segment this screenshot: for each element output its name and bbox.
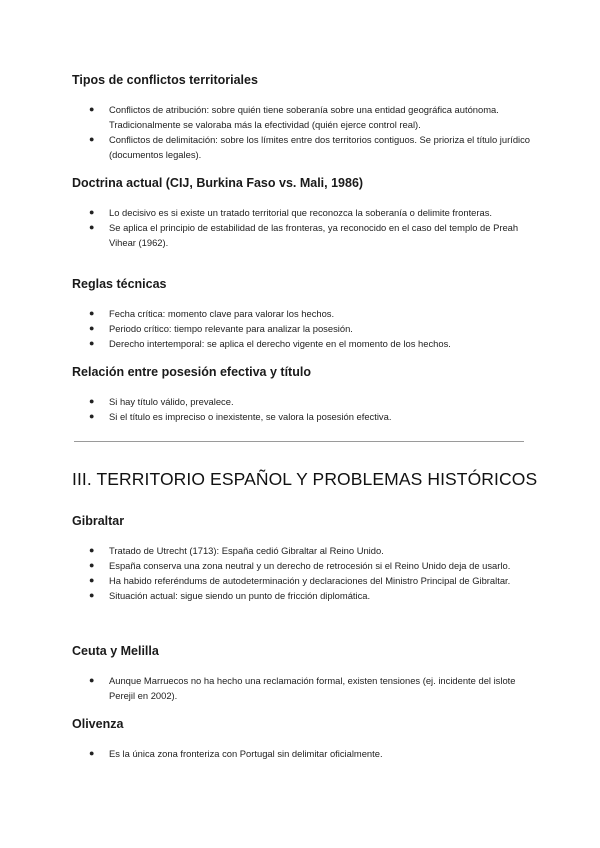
bullet-icon: ● [89, 545, 95, 555]
bullet-icon: ● [89, 207, 95, 217]
section-heading: Gibraltar [72, 514, 125, 528]
bullet-icon: ● [89, 748, 95, 758]
bullet-list [72, 306, 532, 351]
section-relacion-posesion [72, 364, 532, 424]
list-item: ● España conserva una zona neutral y un derecho de retrocesión si el Reino Unido deja de usarlo. [89, 560, 511, 571]
section-heading: Relación entre posesión efectiva y título [72, 365, 311, 379]
bullet-icon: ● [89, 590, 95, 600]
section-doctrina-actual [72, 175, 532, 250]
list-item: ● Ha habido referéndums de autodeterminación y declaraciones del Ministro Principal de Gibraltar. [89, 575, 511, 586]
list-item: ● Aunque Marruecos no ha hecho una reclamación formal, existen tensiones (ej. incidente del islote Perejil en 2002). [89, 675, 516, 701]
section-olivenza [72, 716, 532, 761]
bullet-icon: ● [89, 222, 95, 232]
bullet-list [72, 205, 532, 250]
bullet-list [72, 394, 532, 424]
bullet-icon: ● [89, 134, 95, 144]
section-tipos-conflictos [72, 72, 532, 162]
horizontal-divider [74, 441, 524, 442]
section-heading: Ceuta y Melilla [72, 644, 159, 658]
list-item: ● Periodo crítico: tiempo relevante para analizar la posesión. [89, 323, 353, 334]
list-item: ● Conflictos de delimitación: sobre los límites entre dos territorios contiguos. Se prioriza el título jurídico (documentos legales). [89, 134, 531, 160]
bullet-list [72, 102, 532, 162]
bullet-icon: ● [89, 411, 95, 421]
bullet-icon: ● [89, 675, 95, 685]
bullet-icon: ● [89, 104, 95, 114]
section-heading: Doctrina actual (CIJ, Burkina Faso vs. Mali, 1986) [72, 176, 364, 190]
section-ceuta-melilla [72, 643, 532, 703]
section-heading: Tipos de conflictos territoriales [72, 73, 258, 87]
bullet-icon: ● [89, 323, 95, 333]
list-item: ● Si hay título válido, prevalece. [89, 396, 234, 407]
list-item: ● Se aplica el principio de estabilidad de las fronteras, ya reconocido en el caso del templo de Preah Vihear (1962). [89, 222, 519, 248]
bullet-icon: ● [89, 338, 95, 348]
list-item: ● Lo decisivo es si existe un tratado territorial que reconozca la soberanía o delimite fronteras. [89, 207, 493, 218]
section-reglas-tecnicas [72, 276, 532, 351]
list-item: ● Si el título es impreciso o inexistente, se valora la posesión efectiva. [89, 411, 392, 422]
bullet-list [72, 543, 532, 603]
bullet-icon: ● [89, 396, 95, 406]
bullet-list [72, 673, 532, 703]
list-item: ● Conflictos de atribución: sobre quién tiene soberanía sobre una entidad geográfica autónoma. Tradicionalmente se valoraba más la efectividad (quién ejerce control real). [89, 104, 499, 130]
chapter-title: III. TERRITORIO ESPAÑOL Y PROBLEMAS HISTÓRICOS [72, 469, 538, 489]
list-item: ● Es la única zona fronteriza con Portugal sin delimitar oficialmente. [89, 748, 383, 759]
section-heading: Reglas técnicas [72, 277, 167, 291]
bullet-icon: ● [89, 560, 95, 570]
list-item: ● Fecha crítica: momento clave para valorar los hechos. [89, 308, 335, 319]
bullet-list [72, 746, 532, 761]
list-item: ● Situación actual: sigue siendo un punto de fricción diplomática. [89, 590, 371, 601]
list-item: ● Derecho intertemporal: se aplica el derecho vigente en el momento de los hechos. [89, 338, 451, 349]
bullet-icon: ● [89, 308, 95, 318]
list-item: ● Tratado de Utrecht (1713): España cedió Gibraltar al Reino Unido. [89, 545, 384, 556]
section-heading: Olivenza [72, 717, 124, 731]
section-gibraltar [72, 513, 532, 603]
bullet-icon: ● [89, 575, 95, 585]
